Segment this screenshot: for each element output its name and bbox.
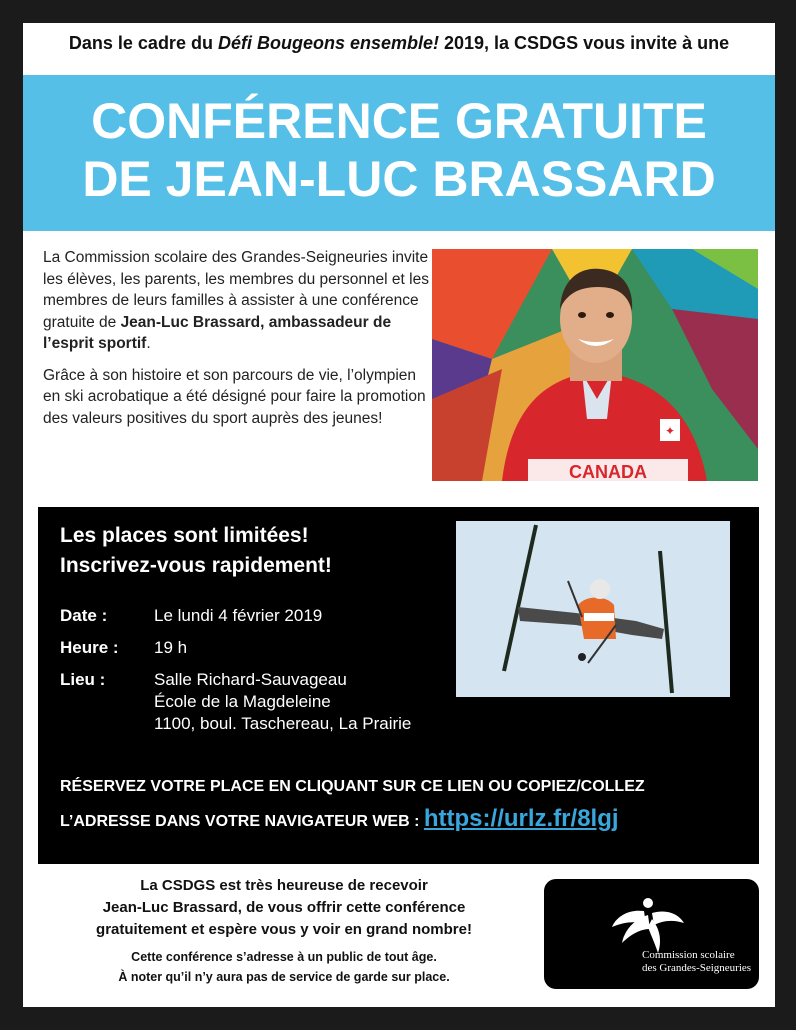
date-value: Le lundi 4 février 2019 xyxy=(154,606,323,625)
title-line-2: DE JEAN-LUC BRASSARD xyxy=(82,151,716,207)
audience-note: Cette conférence s’adresse à un public de tout âge. xyxy=(131,950,437,964)
limited-places-headline xyxy=(60,521,332,581)
intro-suffix: 2019, la CSDGS vous invite à une xyxy=(439,33,730,53)
place-line-3: 1100, boul. Taschereau, La Prairie xyxy=(154,714,412,733)
closing-line-1: La CSDGS est très heureuse de recevoir xyxy=(140,877,428,894)
intro-p1-end: . xyxy=(146,335,151,352)
logo-text xyxy=(642,949,751,975)
reserve-line-1: RÉSERVEZ VOTRE PLACE EN CLIQUANT SUR CE LIEN OU COPIEZ/COLLEZ xyxy=(60,778,645,795)
skier-illustration xyxy=(456,521,730,697)
date-label: Date : xyxy=(60,606,108,625)
maple-leaf-icon: ✦ xyxy=(664,424,676,438)
time-value: 19 h xyxy=(154,638,188,657)
logo-line-2: des Grandes-Seigneuries xyxy=(642,962,752,974)
event-details-panel xyxy=(38,507,759,864)
time-label: Heure : xyxy=(60,638,119,657)
closing-line-3: gratuitement et espère vous y voir en grand nombre! xyxy=(96,921,472,938)
reserve-line-2 xyxy=(60,803,750,838)
jacket-text: CANADA xyxy=(569,462,647,481)
title-line-1: CONFÉRENCE GRATUITE xyxy=(91,93,707,149)
title-banner xyxy=(23,75,775,231)
intro-paragraph-2: Grâce à son histoire et son parcours de vie, l’olympien en ski acrobatique a été désigné pour faire la promotion des valeurs positives du sport auprès des jeunes! xyxy=(43,366,426,427)
intro-text xyxy=(43,247,429,439)
headline-line-2: Inscrivez-vous rapidement! xyxy=(60,554,332,577)
portrait-illustration xyxy=(432,249,758,481)
registration-link[interactable]: https://urlz.fr/8lgj xyxy=(423,805,619,832)
portrait-photo xyxy=(432,249,758,481)
aerial-ski-photo xyxy=(456,521,730,697)
closing-line-2: Jean-Luc Brassard, de vous offrir cette conférence xyxy=(102,899,466,916)
place-value xyxy=(154,669,474,735)
csdgs-logo xyxy=(544,879,759,989)
reservation-text xyxy=(60,771,750,838)
helmet xyxy=(590,579,610,599)
logo-line-1: Commission scolaire xyxy=(642,949,735,961)
flyer-page xyxy=(23,23,775,1007)
reserve-line-2-text: L’ADRESSE DANS VOTRE NAVIGATEUR WEB : xyxy=(60,813,424,830)
place-label: Lieu : xyxy=(60,670,106,689)
event-name: Défi Bougeons ensemble! xyxy=(217,33,439,53)
childcare-note: À noter qu’il n’y aura pas de service de garde sur place. xyxy=(118,970,450,984)
headline-line-1: Les places sont limitées! xyxy=(60,524,309,547)
closing-text xyxy=(53,875,515,987)
intro-p1-text: La Commission scolaire des Grandes-Seigneuries invite les élèves, les parents, les membres du personnel et les membres de leurs familles à assister à une conférence gratuite de xyxy=(43,249,429,331)
ambassador-name: Jean-Luc Brassard, ambassadeur de l’esprit sportif xyxy=(43,313,392,352)
intro-line xyxy=(23,33,775,54)
intro-prefix: Dans le cadre du xyxy=(68,33,218,53)
intro-paragraph-1 xyxy=(43,247,429,355)
place-line-2: École de la Magdeleine xyxy=(154,692,331,711)
csdgs-emblem-icon xyxy=(608,895,688,955)
place-line-1: Salle Richard-Sauvageau xyxy=(154,670,347,689)
notes xyxy=(53,947,515,987)
